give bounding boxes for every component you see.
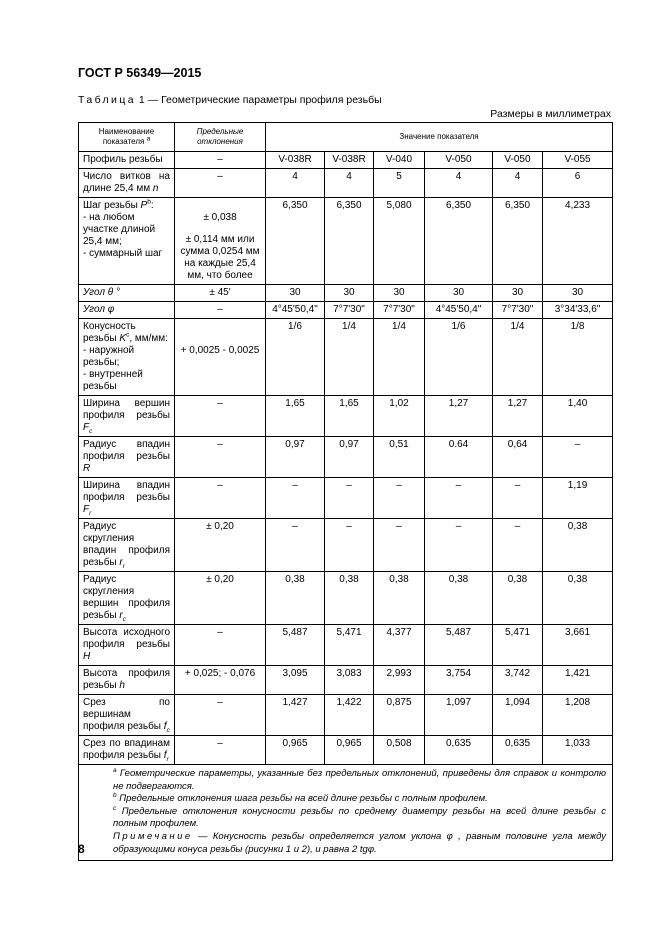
value-cell: 1,208	[543, 695, 613, 736]
tolerance-cell: –	[175, 396, 266, 437]
table-row	[79, 319, 613, 396]
value-cell: 30	[266, 285, 325, 302]
value-cell: V-038R	[266, 152, 325, 169]
value-cell: 0,97	[325, 437, 374, 478]
table-notes-row	[79, 765, 613, 861]
tolerance-cell: –	[175, 695, 266, 736]
value-cell: 1,27	[425, 396, 493, 437]
value-cell: 3,754	[425, 666, 493, 695]
value-cell: 6	[543, 169, 613, 198]
value-cell: 1/6	[266, 319, 325, 396]
parameter-name-cell: Радиус скругления впадин профиля резьбы $r_r$	[79, 519, 175, 572]
value-cell: V-055	[543, 152, 613, 169]
value-cell: –	[493, 478, 543, 519]
value-cell: 4	[493, 169, 543, 198]
value-cell: 5,080	[374, 198, 425, 285]
value-cell: 0,51	[374, 437, 425, 478]
value-cell: 4	[266, 169, 325, 198]
value-cell: 3°34'33,6"	[543, 302, 613, 319]
table-row	[79, 437, 613, 478]
table-row	[79, 396, 613, 437]
value-cell: 1/6	[425, 319, 493, 396]
value-cell: 0,38	[266, 572, 325, 625]
table-row	[79, 478, 613, 519]
value-cell: –	[325, 519, 374, 572]
value-cell: 4°45'50,4"	[425, 302, 493, 319]
parameter-name-cell: Срез по впадинам профиля резьбы $f_r$	[79, 736, 175, 765]
value-cell: 3,742	[493, 666, 543, 695]
tolerance-cell: –	[175, 169, 266, 198]
footnote-c: $^c$ Предельные отклонения конусности резьбы по среднему диаметру резьбы на всей длине резьбы с полным профилем.	[113, 804, 607, 830]
tolerance-cell: –	[175, 302, 266, 319]
table-row	[79, 625, 613, 666]
value-cell: –	[266, 478, 325, 519]
value-cell: 1/8	[543, 319, 613, 396]
value-cell: V-040	[374, 152, 425, 169]
thread-parameters-table	[78, 122, 613, 861]
value-cell: 0,875	[374, 695, 425, 736]
value-cell: 5	[374, 169, 425, 198]
value-cell: 3,095	[266, 666, 325, 695]
value-cell: 4°45'50,4"	[266, 302, 325, 319]
tolerance-cell: –	[175, 437, 266, 478]
value-cell: 1,65	[325, 396, 374, 437]
tolerance-cell: + 0,0025 - 0,0025	[175, 319, 266, 396]
value-cell: 30	[325, 285, 374, 302]
value-cell: 30	[493, 285, 543, 302]
value-cell: 0,508	[374, 736, 425, 765]
value-cell: 0,38	[493, 572, 543, 625]
value-cell: 2,993	[374, 666, 425, 695]
value-cell: 30	[543, 285, 613, 302]
value-cell: 0,38	[543, 572, 613, 625]
value-cell: 5,487	[266, 625, 325, 666]
value-cell: 0,38	[374, 572, 425, 625]
value-cell: 0,38	[543, 519, 613, 572]
parameter-name-cell: Профиль резьбы	[79, 152, 175, 169]
value-cell: –	[493, 519, 543, 572]
value-cell: 0,635	[425, 736, 493, 765]
value-cell: –	[543, 437, 613, 478]
table-row	[79, 519, 613, 572]
table-row	[79, 572, 613, 625]
value-cell: 0,965	[266, 736, 325, 765]
table-caption: Таблица 1 — Геометрические параметры профиля резьбы	[78, 94, 382, 106]
tolerance-cell: ± 0,038 ± 0,114 мм или сумма 0,0254 мм на каждые 25,4 мм, что более	[175, 198, 266, 285]
value-cell: 0,97	[266, 437, 325, 478]
value-cell: 5,471	[325, 625, 374, 666]
table-row	[79, 152, 613, 169]
value-cell: 1,033	[543, 736, 613, 765]
value-cell: 1,427	[266, 695, 325, 736]
value-cell: 0,38	[325, 572, 374, 625]
tolerance-cell: ± 45'	[175, 285, 266, 302]
value-cell: 1,40	[543, 396, 613, 437]
value-cell: 1,422	[325, 695, 374, 736]
value-cell: V-050	[493, 152, 543, 169]
value-cell: 0,635	[493, 736, 543, 765]
value-cell: 5,471	[493, 625, 543, 666]
parameter-name-cell: Радиус впадин профиля резьбы R	[79, 437, 175, 478]
value-cell: 7°7'30"	[493, 302, 543, 319]
value-cell: 1,27	[493, 396, 543, 437]
value-cell: 1,097	[425, 695, 493, 736]
value-cell: 0,38	[425, 572, 493, 625]
parameter-name-cell: Число витков на длине 25,4 мм n	[79, 169, 175, 198]
col-header-values: Значение показателя	[266, 123, 613, 152]
table-header-row	[79, 123, 613, 152]
value-cell: 1/4	[325, 319, 374, 396]
parameter-name-cell: Высота профиля резьбы h	[79, 666, 175, 695]
table-row	[79, 302, 613, 319]
table-note: Примечание — Конусность резьбы определяется углом уклона φ , равным половине угла между образующими конуса резьбы (рисунки 1 и 2), и равна 2 tgφ.	[113, 830, 607, 855]
tolerance-cell: ± 0,20	[175, 572, 266, 625]
col-header-tolerance: Предельные отклонения	[175, 123, 266, 152]
document-header: ГОСТ Р 56349—2015	[78, 66, 202, 80]
footnote-b: $^b$ Предельные отклонения шага резьбы на всей длине резьбы с полным профилем.	[113, 792, 488, 805]
col-header-name: Наименование показателя $^a$	[79, 123, 175, 152]
value-cell: 4	[425, 169, 493, 198]
value-cell: –	[266, 519, 325, 572]
value-cell: 1/4	[493, 319, 543, 396]
tolerance-cell: –	[175, 478, 266, 519]
value-cell: 0,64	[493, 437, 543, 478]
table-row	[79, 736, 613, 765]
value-cell: 3,083	[325, 666, 374, 695]
value-cell: 7°7'30"	[325, 302, 374, 319]
parameter-name-cell: Высота исходного профиля резьбы H	[79, 625, 175, 666]
page-number: 8	[78, 842, 85, 856]
value-cell: –	[425, 519, 493, 572]
value-cell: 7°7'30"	[374, 302, 425, 319]
value-cell: 0,965	[325, 736, 374, 765]
table-row	[79, 169, 613, 198]
parameter-name-cell: Ширина впадин профиля резьбы $F_r$	[79, 478, 175, 519]
value-cell: 4,233	[543, 198, 613, 285]
value-cell: 6,350	[493, 198, 543, 285]
value-cell: 4	[325, 169, 374, 198]
parameter-name-cell: Ширина вершин профиля резьбы $F_c$	[79, 396, 175, 437]
value-cell: –	[374, 519, 425, 572]
tolerance-cell: + 0,025; - 0,076	[175, 666, 266, 695]
value-cell: 1,19	[543, 478, 613, 519]
value-cell: 6,350	[266, 198, 325, 285]
parameter-name-cell: Угол φ	[79, 302, 175, 319]
value-cell: –	[425, 478, 493, 519]
value-cell: 1,65	[266, 396, 325, 437]
value-cell: V-038R	[325, 152, 374, 169]
value-cell: 4,377	[374, 625, 425, 666]
value-cell: 1,094	[493, 695, 543, 736]
parameter-name-cell: Радиус скругления вершин профиля резьбы $r_c$	[79, 572, 175, 625]
units-note: Размеры в миллиметрах	[490, 108, 611, 120]
value-cell: 1,421	[543, 666, 613, 695]
value-cell: 3,661	[543, 625, 613, 666]
tolerance-cell: –	[175, 736, 266, 765]
value-cell: 1/4	[374, 319, 425, 396]
value-cell: –	[374, 478, 425, 519]
parameter-name-cell: Угол θ °	[79, 285, 175, 302]
table-row	[79, 198, 613, 285]
value-cell: V-050	[425, 152, 493, 169]
parameter-name-cell: Срез по вершинам профиля резьбы $f_c$	[79, 695, 175, 736]
value-cell: –	[325, 478, 374, 519]
tolerance-cell: –	[175, 625, 266, 666]
value-cell: 30	[425, 285, 493, 302]
value-cell: 30	[374, 285, 425, 302]
value-cell: 6,350	[325, 198, 374, 285]
table-row	[79, 285, 613, 302]
footnote-a: $^a$ Геометрические параметры, указанные без предельных отклонений, приведены для справок и контролю не подвергаются.	[113, 766, 607, 792]
value-cell: 6,350	[425, 198, 493, 285]
value-cell: 5,487	[425, 625, 493, 666]
table-notes	[79, 765, 613, 861]
table-row	[79, 695, 613, 736]
table-row	[79, 666, 613, 695]
parameter-name-cell: Конусность резьбы $K^c$, мм/мм: - наружной резьбы; - внутренней резьбы	[79, 319, 175, 396]
value-cell: 0.64	[425, 437, 493, 478]
parameter-name-cell: Шаг резьбы $P^b$: - на любом участке длиной 25,4 мм; - суммарный шаг	[79, 198, 175, 285]
tolerance-cell: –	[175, 152, 266, 169]
tolerance-cell: ± 0,20	[175, 519, 266, 572]
value-cell: 1,02	[374, 396, 425, 437]
